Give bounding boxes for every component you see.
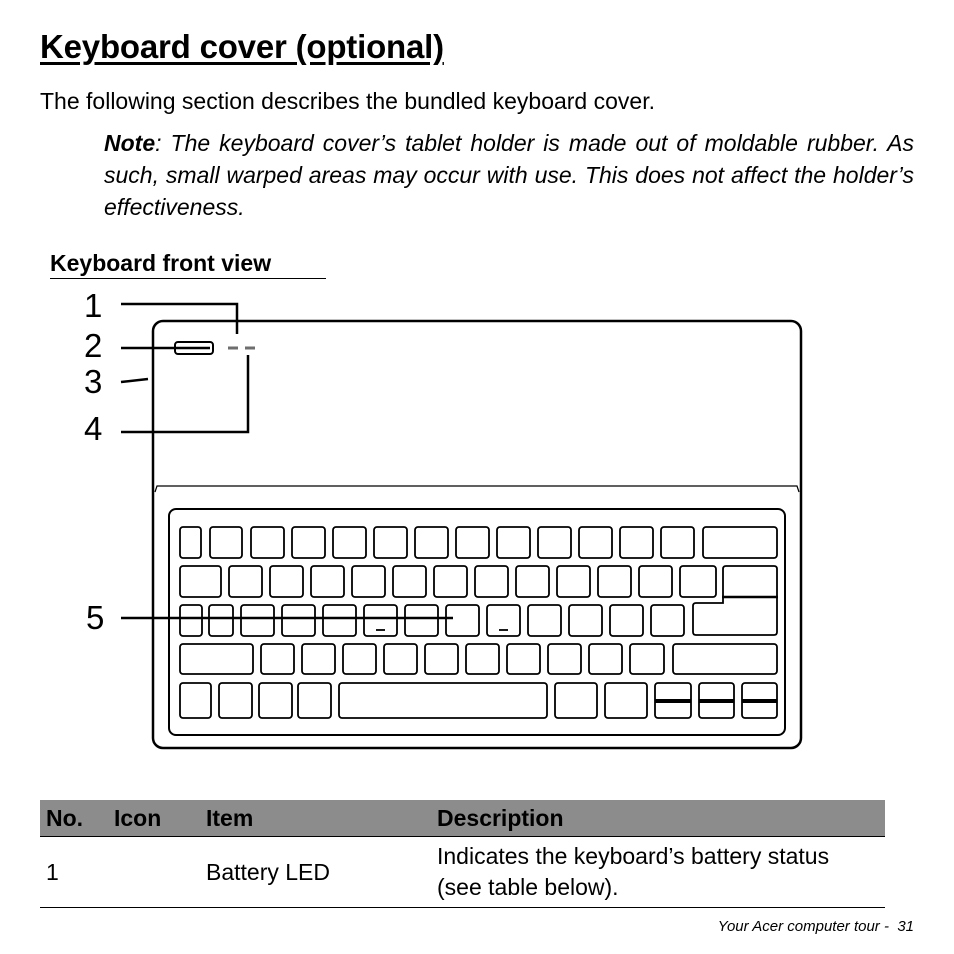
keyboard-drawing — [0, 285, 954, 765]
key — [292, 527, 325, 558]
tablet-holder-groove — [155, 486, 799, 492]
key-alt-right — [555, 683, 597, 718]
key-enter — [693, 566, 777, 635]
callout-1: 1 — [84, 287, 103, 324]
key — [261, 644, 294, 674]
header-description: Description — [431, 800, 885, 837]
key — [333, 527, 366, 558]
key — [311, 566, 344, 597]
cell-item: Battery LED — [200, 837, 431, 908]
key — [393, 566, 426, 597]
key — [487, 605, 520, 636]
key-ctrl-right — [605, 683, 647, 718]
key-ctrl — [219, 683, 252, 718]
key — [579, 527, 612, 558]
key — [364, 605, 397, 636]
key — [610, 605, 643, 636]
key — [323, 605, 356, 636]
key-space — [339, 683, 547, 718]
note-paragraph — [104, 127, 914, 223]
header-icon: Icon — [108, 800, 200, 837]
key-win — [259, 683, 292, 718]
key — [352, 566, 385, 597]
key — [569, 605, 602, 636]
key — [270, 566, 303, 597]
key-alt — [298, 683, 331, 718]
table-header-row — [40, 800, 885, 837]
key — [548, 644, 581, 674]
table-row — [40, 837, 885, 908]
keyboard-diagram — [0, 285, 954, 765]
key-left-shift — [180, 644, 253, 674]
key — [446, 605, 479, 636]
cell-description: Indicates the keyboard’s battery status (see table below). — [431, 837, 885, 908]
key — [630, 644, 664, 674]
callout-5: 5 — [86, 599, 105, 636]
key — [251, 527, 284, 558]
footer-section: Your Acer computer tour - — [717, 918, 889, 935]
callout-3: 3 — [84, 363, 103, 400]
key — [651, 605, 684, 636]
key — [241, 605, 274, 636]
page-title: Keyboard cover (optional) — [40, 28, 444, 65]
section-heading: Keyboard front view — [50, 250, 326, 279]
intro-text: The following section describes the bundled keyboard cover. — [40, 88, 655, 114]
key — [620, 527, 653, 558]
key — [415, 527, 448, 558]
key — [302, 644, 335, 674]
key — [229, 566, 262, 597]
parts-table — [40, 800, 885, 908]
key — [425, 644, 458, 674]
header-no: No. — [40, 800, 108, 837]
leader-4 — [121, 355, 248, 432]
key — [282, 605, 315, 636]
callout-4: 4 — [84, 410, 103, 447]
key — [661, 527, 694, 558]
key — [528, 605, 561, 636]
cell-no: 1 — [40, 837, 108, 908]
key — [507, 644, 540, 674]
key — [180, 527, 201, 558]
key — [516, 566, 549, 597]
keys — [180, 527, 777, 718]
header-item: Item — [200, 800, 431, 837]
key — [384, 644, 417, 674]
page-footer — [718, 918, 914, 935]
key-right-shift — [673, 644, 777, 674]
key — [538, 527, 571, 558]
key — [456, 527, 489, 558]
key — [209, 605, 233, 636]
key-tab — [180, 566, 221, 597]
key — [497, 527, 530, 558]
key-fn — [180, 683, 211, 718]
key-caps — [180, 605, 202, 636]
key — [639, 566, 672, 597]
key — [475, 566, 508, 597]
key — [343, 644, 376, 674]
key — [466, 644, 499, 674]
key — [374, 527, 407, 558]
note-text: : The keyboard cover’s tablet holder is made out of moldable rubber. As such, small warped areas may occur with use. This does not affect the holder’s effectiveness. — [104, 130, 914, 220]
note-label: Note — [104, 130, 156, 156]
key — [557, 566, 590, 597]
key-backspace — [703, 527, 777, 558]
key — [598, 566, 631, 597]
callout-2: 2 — [84, 327, 103, 364]
leader-3 — [121, 379, 148, 382]
key — [405, 605, 438, 636]
key — [589, 644, 622, 674]
key — [210, 527, 242, 558]
cell-icon — [108, 837, 200, 908]
key — [434, 566, 467, 597]
leader-1 — [121, 304, 237, 334]
key — [680, 566, 716, 597]
footer-page-number: 31 — [897, 918, 914, 935]
